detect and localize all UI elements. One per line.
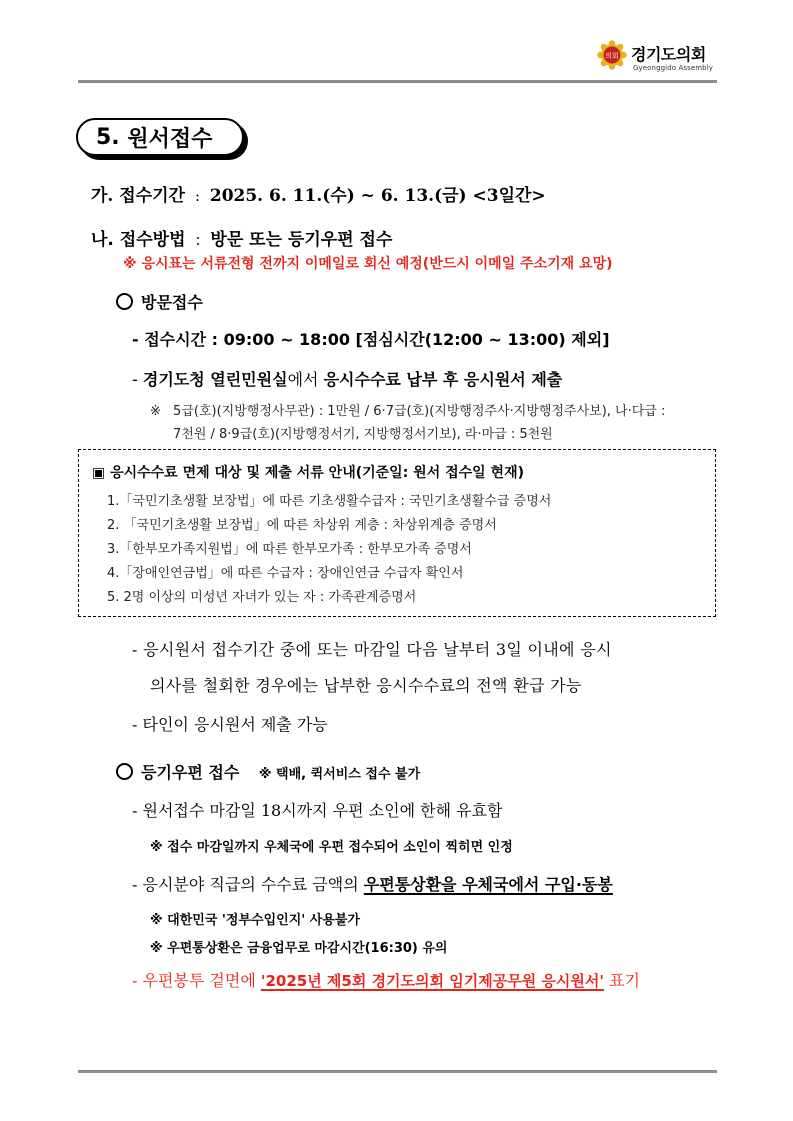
mail-heading-note: ※ 택배, 퀵서비스 접수 불가 bbox=[258, 767, 421, 782]
circle-bullet-icon bbox=[116, 293, 133, 310]
mail-deadline-note: ※ 접수 마감일까지 우체국에 우편 접수되어 소인이 찍히면 인정 bbox=[150, 840, 513, 855]
visit-place-name: 경기도청 열린민원실 bbox=[142, 370, 288, 389]
fee-exemption-box bbox=[78, 449, 716, 617]
visit-place-mid: 에서 bbox=[287, 370, 319, 389]
assembly-seal-logo bbox=[597, 40, 627, 70]
envelope-prefix: - 우편봉투 겉면에 bbox=[132, 971, 256, 990]
visit-heading-text: 방문접수 bbox=[141, 293, 203, 312]
visit-hours: - 접수시간 : 09:00 ~ 18:00 [점심시간(12:00 ~ 13:00) 제외] bbox=[132, 330, 610, 349]
mail-heading bbox=[116, 760, 420, 783]
mail-heading-text: 등기우편 접수 bbox=[141, 763, 240, 782]
fee-note bbox=[150, 400, 665, 419]
exemption-item: 5. 2명 이상의 미성년 자녀가 있는 자 : 가족관계증명서 bbox=[107, 590, 417, 605]
mail-fee-prefix: - 응시분야 직급의 수수료 금액의 bbox=[132, 875, 359, 894]
envelope-suffix: 표기 bbox=[609, 971, 640, 990]
proxy-submission: - 타인이 응시원서 제출 가능 bbox=[132, 715, 328, 734]
method-sep: : bbox=[195, 231, 201, 249]
circle-bullet-icon bbox=[116, 763, 133, 780]
org-name: 경기도의회 bbox=[631, 45, 706, 64]
fee-note-line2: 7천원 / 8·9급(호)(지방행정서기, 지방행정서기보), 라·마급 : 5천원 bbox=[173, 427, 553, 442]
mail-fee-note2: ※ 우편통상환은 금융업무로 마감시간(16:30) 유의 bbox=[150, 941, 448, 956]
email-notice: ※ 응시표는 서류전형 전까지 이메일로 회신 예정(반드시 이메일 주소기재 요망) bbox=[123, 256, 613, 272]
exemption-item: 3.「한부모가족지원법」에 따른 한부모가족 : 한부모가족 증명서 bbox=[107, 542, 472, 557]
refund-line2: 의사를 철회한 경우에는 납부한 응시수수료의 전액 환급 가능 bbox=[150, 676, 582, 695]
exemption-item: 2. 「국민기초생활 보장법」에 따른 차상위 계층 : 차상위계층 증명서 bbox=[107, 518, 497, 533]
period-row bbox=[91, 181, 546, 206]
period-label: 가. 접수기간 bbox=[91, 186, 185, 206]
visit-place-dash: - bbox=[132, 370, 138, 389]
seal-text: 의회 bbox=[605, 52, 619, 60]
method-value: 방문 또는 등기우편 접수 bbox=[210, 230, 393, 250]
section-number: 5. bbox=[96, 124, 120, 150]
section-title-badge bbox=[76, 118, 244, 156]
period-sep: : bbox=[194, 187, 200, 205]
period-value: 2025. 6. 11.(수) ~ 6. 13.(금) <3일간> bbox=[209, 186, 546, 206]
mail-fee-row bbox=[132, 872, 613, 895]
visit-heading bbox=[116, 290, 203, 313]
section-title: 원서접수 bbox=[127, 126, 213, 152]
method-row bbox=[91, 225, 392, 250]
header-rule bbox=[78, 80, 717, 83]
footer-rule bbox=[78, 1070, 717, 1073]
exemption-title: ▣ 응시수수료 면제 대상 및 제출 서류 안내(기준일: 원서 접수일 현재) bbox=[92, 465, 524, 481]
mail-deadline: - 원서접수 마감일 18시까지 우편 소인에 한해 유효함 bbox=[132, 801, 503, 820]
exemption-item: 1.「국민기초생활 보장법」에 따른 기초생활수급자 : 국민기초생활수급 증명서 bbox=[107, 494, 552, 509]
mail-fee-emph: 우편통상환을 우체국에서 구입·동봉 bbox=[363, 875, 613, 894]
visit-place-action: 응시수수료 납부 후 응시원서 제출 bbox=[323, 370, 563, 389]
visit-place bbox=[132, 367, 562, 390]
mail-fee-note1: ※ 대한민국 '정부수입인지' 사용불가 bbox=[150, 913, 360, 928]
fee-note-line1: 5급(호)(지방행정사무관) : 1만원 / 6·7급(호)(지방행정주사·지방행정주사보), 나·다급 : bbox=[173, 404, 666, 419]
refund-line1: - 응시원서 접수기간 중에 또는 마감일 다음 날부터 3일 이내에 응시 bbox=[132, 640, 612, 659]
envelope-row bbox=[132, 968, 640, 991]
exemption-item: 4.「장애인연금법」에 따른 수급자 : 장애인연금 수급자 확인서 bbox=[107, 566, 464, 581]
method-label: 나. 접수방법 bbox=[91, 230, 186, 250]
org-name-en: Gyeonggido Assembly bbox=[633, 64, 714, 72]
fee-note-mark: ※ bbox=[150, 404, 161, 419]
envelope-emph: '2025년 제5회 경기도의회 임기제공무원 응시원서' bbox=[260, 972, 604, 990]
